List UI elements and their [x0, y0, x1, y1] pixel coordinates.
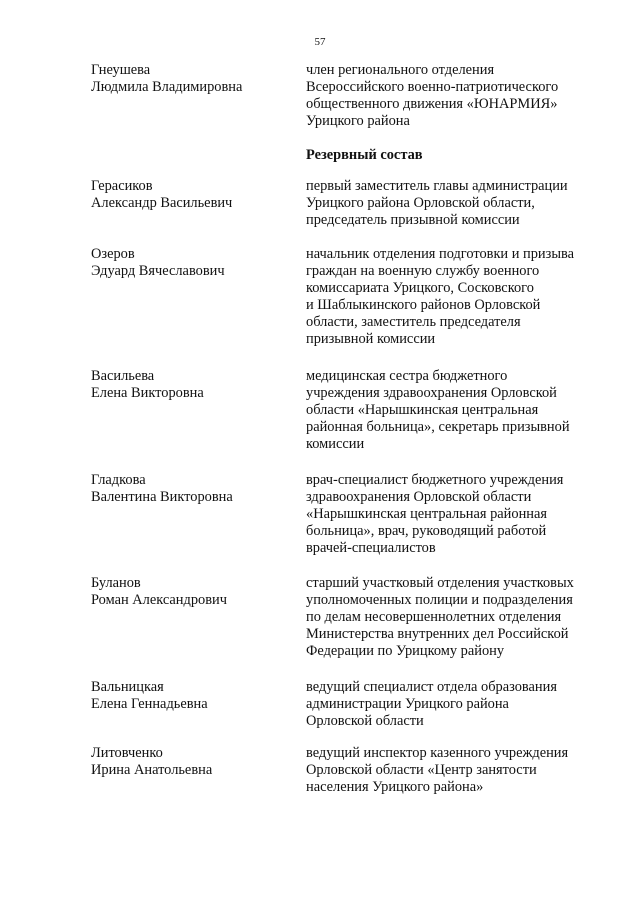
member-name [91, 679, 296, 713]
surname: Озеров [91, 246, 135, 262]
member-role [306, 178, 606, 229]
member-name [91, 178, 296, 212]
role-line: начальник отделения подготовки и призыва [306, 246, 574, 262]
role-line: общественного движения «ЮНАРМИЯ» [306, 96, 558, 112]
role-line: Федерации по Урицкому району [306, 643, 505, 659]
member-role [306, 679, 606, 730]
role-line: «Нарышкинская центральная районная [306, 506, 547, 522]
given-names: Елена Геннадьевна [91, 696, 208, 712]
member-name [91, 246, 296, 280]
role-line: член регионального отделения [306, 62, 495, 78]
role-line: первый заместитель главы администрации [306, 178, 568, 194]
role-line: Урицкого района [306, 113, 410, 129]
role-line: и Шаблыкинского районов Орловской [306, 297, 541, 313]
member-role [306, 62, 606, 130]
surname: Гнеушева [91, 62, 151, 78]
member-name [91, 745, 296, 779]
role-line: населения Урицкого района» [306, 779, 484, 795]
role-line: Орловской области «Центр занятости [306, 762, 537, 778]
surname: Гладкова [91, 472, 146, 488]
member-name [91, 472, 296, 506]
member-role [306, 368, 606, 453]
section-heading-reserve: Резервный состав [306, 147, 423, 163]
member-role [306, 472, 606, 557]
role-line: здравоохранения Орловской области [306, 489, 532, 505]
given-names: Валентина Викторовна [91, 489, 233, 505]
given-names: Елена Викторовна [91, 385, 204, 401]
role-line: районная больница», секретарь призывной [306, 419, 570, 435]
member-role [306, 246, 606, 348]
member-role [306, 575, 606, 660]
surname: Вальницкая [91, 679, 164, 695]
role-line: врачей-специалистов [306, 540, 436, 556]
role-line: ведущий инспектор казенного учреждения [306, 745, 569, 761]
role-line: области, заместитель председателя [306, 314, 521, 330]
role-line: комиссариата Урицкого, Сосковского [306, 280, 534, 296]
role-line: учреждения здравоохранения Орловской [306, 385, 557, 401]
role-line: Орловской области [306, 713, 424, 729]
role-line: администрации Урицкого района [306, 696, 509, 712]
role-line: области «Нарышкинская центральная [306, 402, 539, 418]
role-line: председатель призывной комиссии [306, 212, 520, 228]
surname: Герасиков [91, 178, 153, 194]
role-line: больница», врач, руководящий работой [306, 523, 547, 539]
given-names: Эдуард Вячеславович [91, 263, 225, 279]
surname: Буланов [91, 575, 141, 591]
role-line: по делам несовершеннолетних отделения [306, 609, 562, 625]
surname: Васильева [91, 368, 155, 384]
given-names: Людмила Владимировна [91, 79, 243, 95]
member-name [91, 62, 296, 96]
role-line: Урицкого района Орловской области, [306, 195, 535, 211]
role-line: Министерства внутренних дел Российской [306, 626, 569, 642]
given-names: Ирина Анатольевна [91, 762, 213, 778]
role-line: призывной комиссии [306, 331, 436, 347]
page-number: 57 [314, 36, 326, 48]
given-names: Роман Александрович [91, 592, 227, 608]
surname: Литовченко [91, 745, 163, 761]
member-name [91, 368, 296, 402]
role-line: комиссии [306, 436, 365, 452]
role-line: Всероссийского военно-патриотического [306, 79, 559, 95]
member-role [306, 745, 606, 796]
role-line: медицинская сестра бюджетного [306, 368, 508, 384]
member-name [91, 575, 296, 609]
role-line: ведущий специалист отдела образования [306, 679, 557, 695]
role-line: старший участковый отделения участковых [306, 575, 574, 591]
given-names: Александр Васильевич [91, 195, 233, 211]
role-line: граждан на военную службу военного [306, 263, 540, 279]
role-line: уполномоченных полиции и подразделения [306, 592, 573, 608]
role-line: врач-специалист бюджетного учреждения [306, 472, 564, 488]
